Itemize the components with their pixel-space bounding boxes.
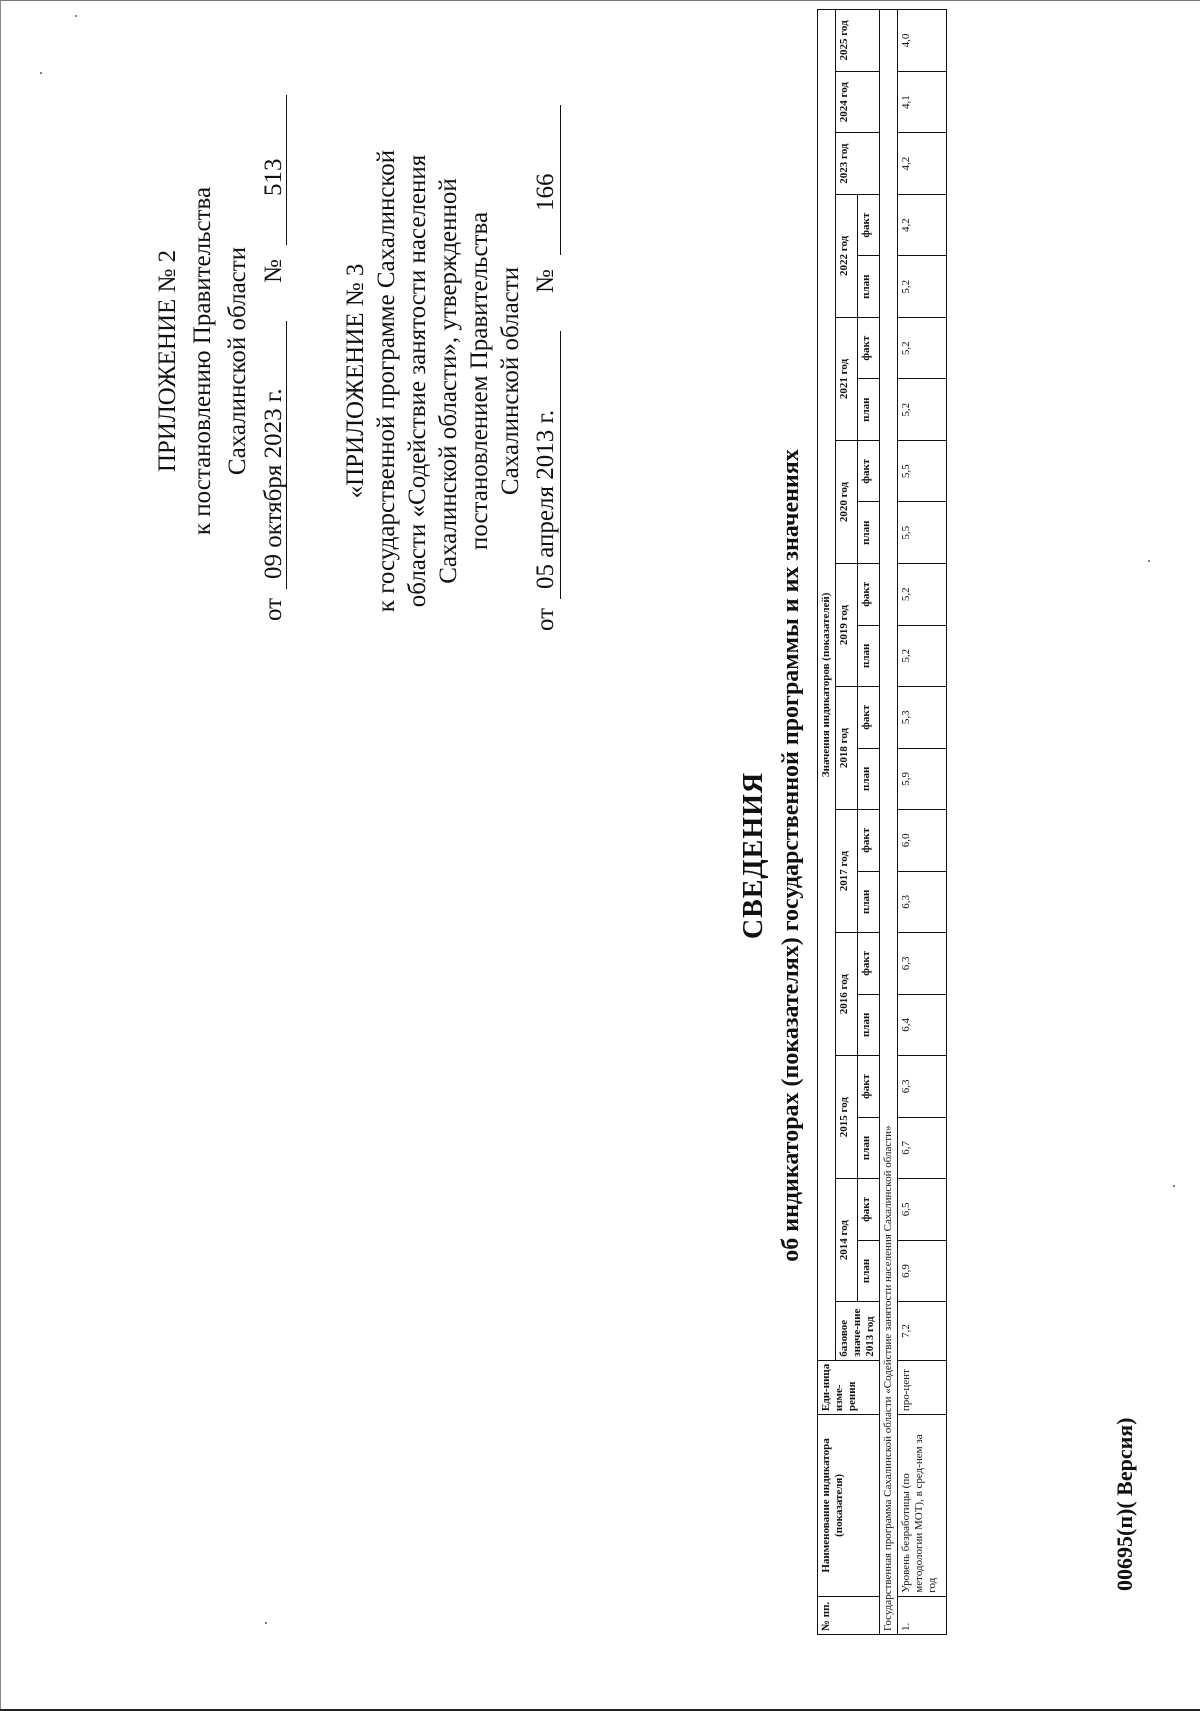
appendix-line-1: к постановлению Правительства: [189, 186, 216, 536]
appendix-title: ПРИЛОЖЕНИЕ № 2: [154, 249, 181, 473]
row-value: 5,9: [898, 748, 947, 810]
document-title: СВЕДЕНИЯ: [738, 771, 769, 940]
row-value: 4,2: [898, 194, 947, 256]
program-name: Государственная программа Сахалинской области «Содействие занятости населения Сахалинской области»: [880, 10, 898, 1635]
table-row: [898, 10, 947, 1635]
row-value: 4,2: [898, 133, 947, 195]
row-value: 5,2: [898, 625, 947, 687]
program-number: 166: [532, 173, 559, 211]
program-appendix-header: [340, 81, 559, 681]
header-unit: Еди-ница изме-рения: [818, 1360, 880, 1414]
header-fact: факт: [858, 810, 880, 872]
row-value: 5,2: [898, 317, 947, 379]
document-subtitle: об индикаторах (показателях) государственной программы и их значениях: [778, 449, 804, 1262]
row-value: 6,3: [898, 1056, 947, 1118]
row-value: 4,0: [898, 10, 947, 72]
row-value: 6,4: [898, 994, 947, 1056]
header-plan: план: [858, 1240, 880, 1302]
program-appendix-line: постановлением Правительства: [466, 211, 493, 551]
row-value: 6,5: [898, 1179, 947, 1241]
header-year: 2019 год: [836, 564, 858, 687]
header-year: 2014 год: [836, 1179, 858, 1302]
table-header-row: [818, 10, 836, 1635]
program-appendix-line: Сахалинской области», утвержденной: [435, 178, 462, 584]
program-appendix-line: Сахалинской области: [497, 266, 524, 496]
from-label: от: [532, 607, 559, 631]
decree-number: 513: [260, 158, 287, 196]
header-fact: факт: [858, 564, 880, 626]
header-fact: факт: [858, 440, 880, 502]
program-appendix-line: к государственной программе Сахалинской: [373, 149, 400, 613]
program-appendix-line: области «Содействие занятости населения: [404, 154, 431, 608]
header-fact: факт: [858, 933, 880, 995]
header-plan: план: [858, 748, 880, 810]
header-year: 2016 год: [836, 933, 858, 1056]
header-plan: план: [858, 502, 880, 564]
header-fact: факт: [858, 1056, 880, 1118]
row-value: 4,1: [898, 71, 947, 133]
header-year: 2022 год: [836, 194, 858, 317]
header-year: 2025 год: [836, 10, 880, 72]
header-plan: план: [858, 871, 880, 933]
number-label: №: [260, 259, 287, 283]
row-value: 5,2: [898, 256, 947, 318]
program-appendix-line: «ПРИЛОЖЕНИЕ № 3: [342, 263, 369, 499]
header-plan: план: [858, 379, 880, 441]
header-fact: факт: [858, 1179, 880, 1241]
row-value: 6,3: [898, 871, 947, 933]
program-date: 05 апреля 2013 г.: [532, 409, 559, 589]
header-year: 2017 год: [836, 810, 858, 933]
row-value: 6,0: [898, 810, 947, 872]
header-plan: план: [858, 1117, 880, 1179]
header-name: Наименование индикатора (показателя): [818, 1415, 880, 1597]
row-value: 6,7: [898, 1117, 947, 1179]
header-plan: план: [858, 625, 880, 687]
appendix-header: [150, 81, 287, 641]
header-year: 2020 год: [836, 440, 858, 563]
header-year: 2018 год: [836, 687, 858, 810]
header-fact: факт: [858, 317, 880, 379]
row-num: 1.: [898, 1596, 947, 1634]
program-row: [880, 10, 898, 1635]
header-year: 2024 год: [836, 71, 880, 133]
header-plan: план: [858, 256, 880, 318]
row-value: 5,2: [898, 564, 947, 626]
row-value: 5,5: [898, 440, 947, 502]
header-values: Значения индикаторов (показателей): [818, 10, 836, 1361]
number-label: №: [532, 269, 559, 293]
row-value: 5,5: [898, 502, 947, 564]
from-label: от: [260, 597, 287, 621]
header-fact: факт: [858, 194, 880, 256]
version-stamp: 00695(п)( Версия): [1112, 1417, 1137, 1591]
header-year: 2021 год: [836, 317, 858, 440]
header-fact: факт: [858, 687, 880, 749]
header-plan: план: [858, 994, 880, 1056]
row-value: 6,9: [898, 1240, 947, 1302]
header-year: 2015 год: [836, 1056, 858, 1179]
decree-date: 09 октября 2023 г.: [260, 388, 287, 579]
header-base: базовое значе-ние 2013 год: [836, 1302, 880, 1361]
indicators-table: [817, 9, 947, 1635]
row-unit: про-цент: [898, 1360, 947, 1414]
row-value: 6,3: [898, 933, 947, 995]
row-name: Уровень безработицы (по методологии МОТ), в сред-нем за год: [898, 1415, 947, 1597]
row-value: 5,2: [898, 379, 947, 441]
row-base: 7,2: [898, 1302, 947, 1361]
header-num: № пп.: [818, 1596, 880, 1634]
appendix-line-2: Сахалинской области: [224, 246, 251, 476]
row-value: 5,3: [898, 687, 947, 749]
header-year: 2023 год: [836, 133, 880, 195]
